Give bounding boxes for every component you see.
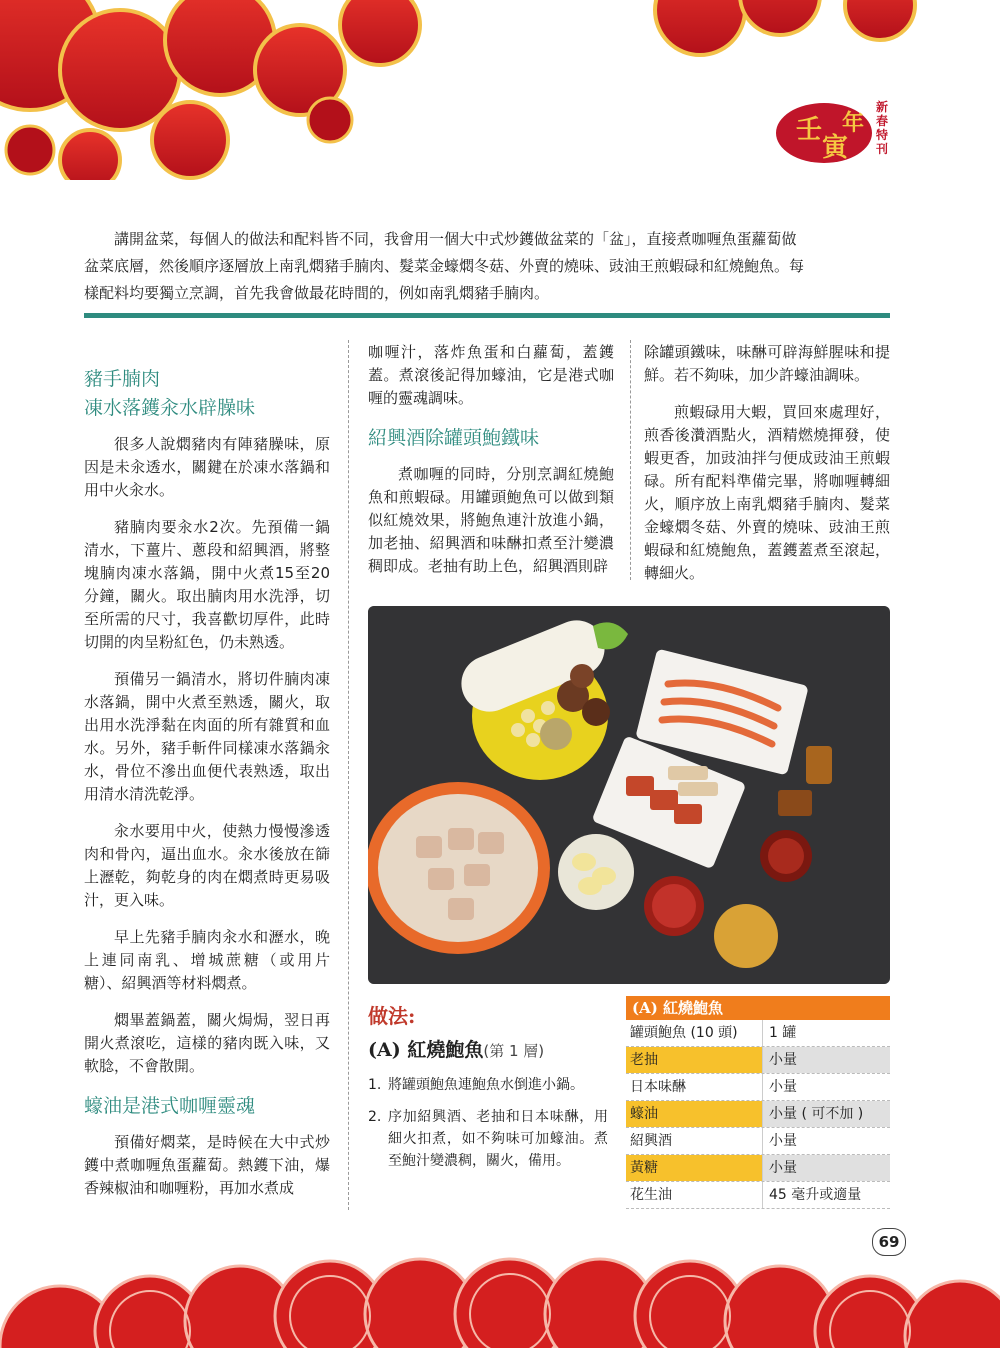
ingredient-name: 老抽 [626,1047,762,1073]
ingredient-name: 罐頭鮑魚 (10 頭) [630,1025,738,1041]
ingredient-amount: 小量 [762,1074,890,1100]
method-section [368,1000,608,1182]
column-separator [348,340,349,1210]
body-paragraph: 煮咖喱的同時，分別烹調紅燒鮑魚和煎蝦碌。用罐頭鮑魚可以做到類似紅燒效果，將鮑魚連汁放進小鍋，加老抽、紹興酒和味醂扣煮至汁變濃稠即成。老抽有助上色，紹興酒則辟 [368,465,614,575]
table-row [626,1020,890,1047]
seal-char-2: 寅 [822,133,849,163]
intro-section [84,226,804,307]
method-subtitle-note: (第 1 層) [483,1042,545,1060]
ingredient-name: 花生油 [630,1187,672,1203]
table-row [626,1128,890,1155]
article-column-1 [84,365,330,1214]
body-paragraph: 預備好燜菜，是時候在大中式炒鑊中煮咖喱魚蛋蘿蔔。熱鑊下油，爆香辣椒油和咖喱粉，再加水煮成 [84,1133,330,1197]
body-paragraph: 咖喱汁，落炸魚蛋和白蘿蔔，蓋鑊蓋。煮滾後記得加蠔油，它是港式咖喱的靈魂調味。 [368,343,614,407]
ingredients-table [626,996,890,1209]
article-column-2 [368,341,614,592]
section-heading-oyster-sauce: 蠔油是港式咖喱靈魂 [84,1095,256,1117]
method-subtitle-text: (A) 紅燒鮑魚 [368,1039,484,1061]
method-subtitle [368,1035,608,1062]
ingredient-amount: 小量 [762,1047,890,1073]
column-separator [630,340,631,580]
table-row [626,1047,890,1074]
method-step [368,1106,608,1172]
seal-char-1: 壬 [796,115,823,145]
body-paragraph: 很多人說燜豬肉有陣豬臊味，原因是未汆透水，關鍵在於凍水落鍋和用中火汆水。 [84,435,330,499]
table-row [626,1074,890,1101]
body-paragraph: 預備另一鍋清水，將切件腩肉凍水落鍋，開中火煮至熟透，關火，取出用水洗淨黏在肉面的所有雜質和血水。另外，豬手斬件同樣凍水落鍋汆水，骨位不滲出血便代表熟透，取出用清水清洗乾淨。 [84,670,330,803]
step-number: 1. [368,1077,382,1093]
section-heading-pork [84,365,330,423]
bottom-wave-decoration [0,1236,1000,1348]
method-step [368,1074,608,1096]
body-paragraph: 早上先豬手腩肉汆水和瀝水，晚上連同南乳、增城蔗糖（或用片糖）、紹興酒等材料燜煮。 [84,928,330,992]
table-row [626,1182,890,1209]
body-paragraph: 汆水要用中火，使熱力慢慢滲透肉和骨內，逼出血水。汆水後放在篩上瀝乾，夠乾身的肉在燜煮時更易吸汁，更入味。 [84,822,330,909]
heading-line-1: 豬手腩肉 [84,368,161,390]
ingredients-table-header: (A) 紅燒鮑魚 [626,996,890,1020]
body-paragraph: 豬腩肉要汆水2次。先預備一鍋清水，下薑片、蔥段和紹興酒，將整塊腩肉凍水落鍋，開中火煮15至20分鐘，關火。取出腩肉用水洗淨，切至所需的尺寸，我喜歡切厚件，此時切開的肉呈粉紅色，仍未熟透。 [84,518,330,651]
section-heading-shaoxing-wine: 紹興酒除罐頭鮑鐵味 [368,427,540,449]
article-column-3 [644,341,890,599]
step-text: 將罐頭鮑魚連鮑魚水倒進小鍋。 [388,1077,584,1093]
section-divider [84,313,890,318]
table-row [626,1101,890,1128]
table-row [626,1155,890,1182]
food-ingredients-photo [368,606,890,984]
ingredient-amount: 小量 [762,1128,890,1154]
intro-paragraph: 講開盆菜，每個人的做法和配料皆不同，我會用一個大中式炒鑊做盆菜的「盆」，直接煮咖喱魚蛋蘿蔔做盆菜底層，然後順序逐層放上南乳燜豬手腩肉、髮菜金蠔燜冬菇、外賣的燒味、豉油王煎蝦碌和紅燒鮑魚。每樣配料均要獨立烹調，首先我會做最花時間的，例如南乳燜豬手腩肉。 [84,230,805,302]
heading-line-2: 凍水落鑊汆水辟臊味 [84,397,256,419]
badge-tagline: 新春特刊 [876,100,889,156]
body-paragraph: 煎蝦碌用大蝦，買回來處理好，煎香後灒酒點火，酒精燃燒揮發，使蝦更香，加豉油拌勻便成豉油王煎蝦碌。所有配料準備完畢，將咖喱轉細火，順序放上南乳燜豬手腩肉、髮菜金蠔燜冬菇、外賣的燒味、豉油王煎蝦碌和紅燒鮑魚，蓋鑊蓋煮至滾起，轉細火。 [644,403,890,582]
step-text: 序加紹興酒、老抽和日本味醂，用細火扣煮，如不夠味可加蠔油。煮至鮑汁變濃稠，關火，備用。 [388,1109,608,1169]
step-number: 2. [368,1109,382,1125]
page-number: 69 [872,1228,906,1256]
ingredient-amount: 1 罐 [762,1020,890,1046]
body-paragraph: 除罐頭鐵味，味醂可辟海鮮腥味和提鮮。若不夠味，加少許蠔油調味。 [644,343,890,384]
method-steps-list [368,1074,608,1172]
special-issue-badge [776,100,896,166]
ingredient-amount: 小量 ( 可不加 ) [762,1101,890,1127]
ingredient-name: 紹興酒 [630,1133,672,1149]
ingredient-name: 日本味醂 [630,1079,686,1095]
ingredient-name: 蠔油 [626,1101,762,1127]
method-title: 做法: [368,1004,416,1028]
ingredient-amount: 45 毫升或適量 [762,1182,890,1208]
seal-char-3: 年 [842,110,865,136]
ingredient-name: 黃糖 [626,1155,762,1181]
ingredient-amount: 小量 [762,1155,890,1181]
body-paragraph: 燜畢蓋鍋蓋，關火焗焗，翌日再開火煮滾吃，這樣的豬肉既入味，又軟腍，不會散開。 [84,1011,330,1075]
